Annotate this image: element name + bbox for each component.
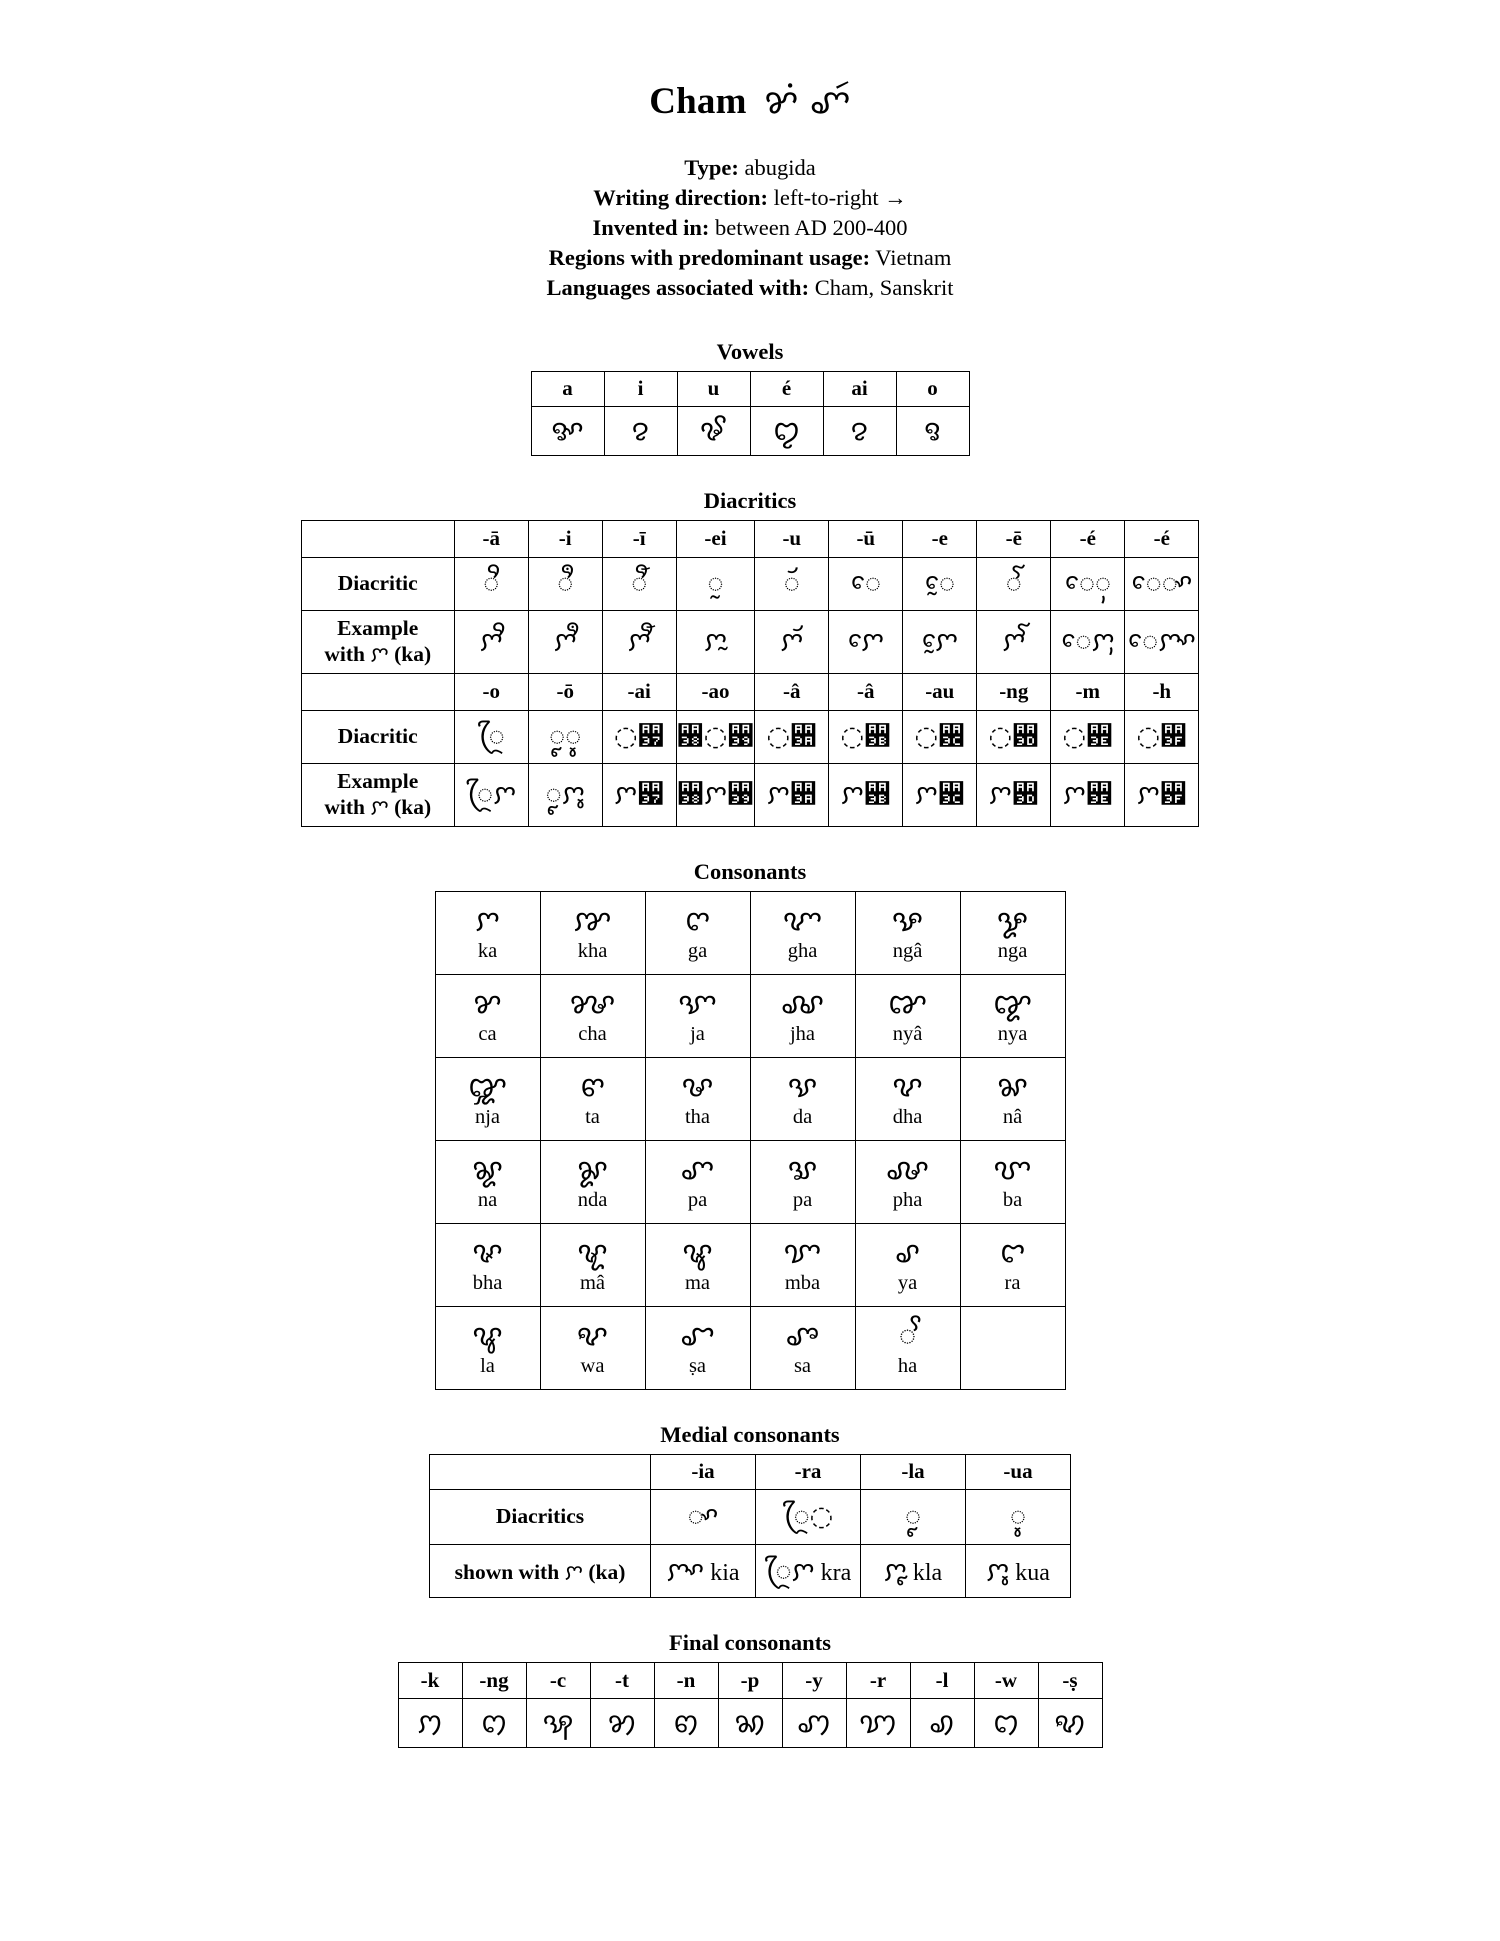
consonant-romanization: ha xyxy=(897,1355,918,1378)
final-glyph-cell: ꩆ xyxy=(718,1698,782,1747)
final-header-row xyxy=(398,1662,1102,1698)
consonant-romanization: ga xyxy=(687,940,708,963)
consonant-cell xyxy=(540,1223,645,1306)
medial-diacritics-row xyxy=(430,1489,1071,1544)
medial-example-glyph: ꨆꨳ xyxy=(666,1556,705,1588)
final-glyph-cell: ꩇ xyxy=(782,1698,846,1747)
page-title-native-script: ꨌꩌ ꨚꩃ xyxy=(764,82,851,122)
consonants-row xyxy=(435,1057,1065,1140)
final-header-cell: -c xyxy=(526,1662,590,1698)
consonant-cell xyxy=(750,1306,855,1389)
vowels-header-cell: é xyxy=(750,371,823,406)
vowel-glyph-cell: ꨂ xyxy=(823,406,896,455)
consonant-glyph: ꨩ xyxy=(898,1317,917,1352)
diacritics-header-row-2 xyxy=(301,673,1199,710)
diacritics-header-cell: -ā xyxy=(454,520,528,557)
metadata-label-regions: Regions with predominant usage: xyxy=(548,244,871,270)
final-header-cell: -ng xyxy=(462,1662,526,1698)
consonant-cell xyxy=(540,891,645,974)
section-diacritics xyxy=(301,488,1200,827)
diacritic-example-cell: ꨆ꨿ xyxy=(1125,763,1199,826)
vowels-header-cell: o xyxy=(896,371,969,406)
consonants-row xyxy=(435,1140,1065,1223)
medial-examples-row xyxy=(430,1544,1071,1597)
diacritic-example-cell: ꨆ꨷ xyxy=(602,763,676,826)
consonant-cell xyxy=(960,1223,1065,1306)
consonant-glyph: ꨉ xyxy=(782,902,823,937)
consonant-cell xyxy=(855,974,960,1057)
final-header-cell: -k xyxy=(398,1662,462,1698)
example-label-line1: Example xyxy=(337,769,419,794)
vowel-glyph-cell: ꨂ xyxy=(604,406,677,455)
diacritics-example-row-label xyxy=(301,610,454,673)
final-consonants-table xyxy=(398,1662,1103,1748)
medial-diacritic-cell: ◌ꨳ xyxy=(651,1489,756,1544)
example-label-ka-name: (ka) xyxy=(394,641,432,666)
diacritic-example-cell: ꨆ꨻ xyxy=(829,763,903,826)
vowels-table xyxy=(531,371,970,456)
diacritics-table xyxy=(301,520,1200,827)
consonant-cell xyxy=(540,974,645,1057)
consonant-romanization: pa xyxy=(687,1189,708,1212)
consonant-cell xyxy=(855,1140,960,1223)
consonant-cell xyxy=(750,974,855,1057)
consonant-romanization: ta xyxy=(585,1106,600,1129)
consonant-romanization: nâ xyxy=(1002,1106,1023,1129)
diacritics-header-cell: -o xyxy=(454,673,528,710)
consonant-cell xyxy=(645,1223,750,1306)
diacritics-header-cell: -ai xyxy=(602,673,676,710)
final-header-cell: -ṣ xyxy=(1038,1662,1102,1698)
consonants-row xyxy=(435,974,1065,1057)
example-label-line2-prefix: with xyxy=(324,794,365,819)
consonant-glyph: ꨞ xyxy=(993,1151,1032,1186)
diacritic-glyph-cell: ◌꨻ xyxy=(829,710,903,763)
section-caption-diacritics: Diacritics xyxy=(703,487,797,513)
shown-with-ka-glyph: ꨆ xyxy=(564,1559,583,1585)
medial-diacritic-cell: ◌ꨵ xyxy=(861,1489,966,1544)
shown-with-ka-name: (ka) xyxy=(588,1559,626,1584)
diacritics-example-row-1 xyxy=(301,610,1199,673)
diacritics-glyph-row-1 xyxy=(301,557,1199,610)
consonant-romanization: dha xyxy=(892,1106,923,1129)
final-header-cell: -r xyxy=(846,1662,910,1698)
diacritic-example-cell: ꨆꨪ xyxy=(454,610,528,673)
consonant-glyph: ꨧ xyxy=(680,1317,715,1352)
diacritic-glyph-cell: ◌ꨭ xyxy=(676,557,755,610)
consonant-glyph: ꨑ xyxy=(992,985,1033,1020)
medial-row-label-diacritics: Diacritics xyxy=(430,1489,651,1544)
consonant-cell xyxy=(750,1223,855,1306)
diacritic-example-cell: ꨴꨆ xyxy=(454,763,528,826)
diacritics-header-cell: -ū xyxy=(829,520,903,557)
medial-diacritic-cell: ꨴ◌ xyxy=(756,1489,861,1544)
vowels-header-cell: a xyxy=(531,371,604,406)
vowel-glyph-cell: ꨃ xyxy=(677,406,750,455)
consonant-romanization: wa xyxy=(580,1355,605,1378)
diacritic-glyph-cell: ◌ꨱ xyxy=(977,557,1051,610)
consonant-glyph: ꨋ xyxy=(996,902,1029,937)
diacritics-header-cell: -ng xyxy=(977,673,1051,710)
vowels-header-cell: u xyxy=(677,371,750,406)
medial-example-romanization: kla xyxy=(912,1560,943,1587)
section-medial-consonants xyxy=(429,1422,1071,1598)
consonant-cell xyxy=(750,1057,855,1140)
diacritic-glyph-cell: ◌꨿ xyxy=(1125,710,1199,763)
consonant-glyph: ꨟ xyxy=(472,1234,503,1269)
consonant-cell xyxy=(645,1140,750,1223)
consonant-cell xyxy=(645,891,750,974)
section-consonants xyxy=(435,859,1066,1390)
section-caption-medial-consonants: Medial consonants xyxy=(660,1421,840,1447)
consonant-cell xyxy=(435,1306,540,1389)
diacritic-example-cell: ꨆꨬ xyxy=(602,610,676,673)
final-glyph-cell: ꩊ xyxy=(974,1698,1038,1747)
diacritics-example-row-label xyxy=(301,763,454,826)
consonant-romanization: kha xyxy=(577,940,608,963)
consonant-cell xyxy=(435,1140,540,1223)
final-glyph-cell: ꩂ xyxy=(526,1698,590,1747)
consonant-romanization: jha xyxy=(789,1023,816,1046)
final-glyph-cell: ꩄ xyxy=(590,1698,654,1747)
page-title xyxy=(649,82,851,123)
diacritic-glyph-cell: ◌ꨪ xyxy=(454,557,528,610)
medial-header-cell: -ra xyxy=(756,1454,861,1489)
medial-header-cell: -ia xyxy=(651,1454,756,1489)
final-glyph-cell: ꩈ xyxy=(846,1698,910,1747)
diacritics-header-cell: -u xyxy=(755,520,829,557)
consonant-glyph: ꨖ xyxy=(892,1068,923,1103)
consonant-glyph: ꨐ xyxy=(887,985,928,1020)
consonant-glyph: ꨥ xyxy=(472,1317,503,1352)
diacritic-glyph-cell: ꨸◌꨹ xyxy=(676,710,755,763)
consonant-glyph: ꨌ xyxy=(473,985,502,1020)
diacritic-glyph-cell: ◌ꨮ xyxy=(755,557,829,610)
consonant-romanization: la xyxy=(480,1355,495,1378)
consonant-glyph: ꨡ xyxy=(682,1234,713,1269)
consonant-glyph: ꨦ xyxy=(576,1317,609,1352)
diacritics-header-cell: -i xyxy=(528,520,602,557)
consonant-glyph: ꨜ xyxy=(885,1151,929,1186)
metadata-row-type xyxy=(547,153,954,183)
metadata-row-writing-direction xyxy=(547,183,954,213)
consonant-romanization: ra xyxy=(1004,1272,1021,1295)
consonant-glyph: ꨏ xyxy=(780,985,825,1020)
diacritics-header-cell: -â xyxy=(755,673,829,710)
diacritics-example-row-2 xyxy=(301,763,1199,826)
medial-example-cell xyxy=(756,1544,861,1597)
diacritics-header-cell: -m xyxy=(1051,673,1125,710)
diacritic-glyph-cell: ◌ꨯ xyxy=(829,557,903,610)
final-glyph-cell: ꩁ xyxy=(462,1698,526,1747)
metadata-value-type: abugida xyxy=(744,154,816,180)
vowel-glyph-cell: ꨀ xyxy=(531,406,604,455)
consonants-row xyxy=(435,1223,1065,1306)
consonant-glyph: ꨔ xyxy=(681,1068,714,1103)
diacritic-glyph-cell: ◌꨺ xyxy=(755,710,829,763)
diacritics-header-cell: -ao xyxy=(676,673,755,710)
consonant-glyph: ꨗ xyxy=(997,1068,1028,1103)
consonant-romanization: pa xyxy=(792,1189,813,1212)
consonant-cell xyxy=(540,1140,645,1223)
section-final-consonants xyxy=(398,1630,1103,1748)
diacritic-example-cell: ꨯꨆꨳ xyxy=(1125,610,1199,673)
consonant-romanization: mâ xyxy=(579,1272,606,1295)
diacritics-header-cell: -h xyxy=(1125,673,1199,710)
page-title-latin: Cham xyxy=(649,81,747,122)
medial-example-romanization: kra xyxy=(820,1560,852,1587)
consonant-cell-empty xyxy=(960,1306,1065,1389)
diacritic-example-cell: ꨆꨱ xyxy=(977,610,1051,673)
vowel-glyph-cell: ꨅ xyxy=(896,406,969,455)
example-label-ka-glyph: ꨆ xyxy=(370,794,389,820)
diacritics-row-label: Diacritic xyxy=(301,557,454,610)
diacritic-example-cell: ꨆꨰ xyxy=(903,610,977,673)
medial-header-row xyxy=(430,1454,1071,1489)
metadata-row-invented-in xyxy=(547,213,954,243)
consonant-glyph: ꨘ xyxy=(472,1151,503,1186)
consonant-glyph: ꨠ xyxy=(577,1234,608,1269)
medial-consonants-table xyxy=(429,1454,1071,1598)
final-header-cell: -l xyxy=(910,1662,974,1698)
section-caption-vowels: Vowels xyxy=(716,338,784,364)
diacritic-example-cell: ꨆ꨽ xyxy=(977,763,1051,826)
consonant-cell xyxy=(960,974,1065,1057)
diacritic-glyph-cell: ꨴ xyxy=(454,710,528,763)
shown-with-prefix: shown with xyxy=(454,1559,560,1584)
consonant-glyph: ꨢ xyxy=(783,1234,822,1269)
medial-row-label-shown-with xyxy=(430,1544,651,1597)
medial-example-glyph: ꨴꨆ xyxy=(764,1556,815,1588)
diacritics-header-cell: -ī xyxy=(602,520,676,557)
consonant-cell xyxy=(855,891,960,974)
metadata-label-languages: Languages associated with: xyxy=(546,274,810,300)
diacritic-glyph-cell: ꨵ◌ꨶ xyxy=(528,710,602,763)
consonant-romanization: ṣa xyxy=(688,1355,707,1378)
consonants-row xyxy=(435,1306,1065,1389)
medial-example-cell xyxy=(651,1544,756,1597)
diacritic-example-cell: ꨯꨆꨲ xyxy=(1051,610,1125,673)
consonant-romanization: da xyxy=(792,1106,813,1129)
diacritic-example-cell: ꨆꨫ xyxy=(528,610,602,673)
medial-header-cell: -la xyxy=(861,1454,966,1489)
consonant-glyph: ꨎ xyxy=(678,985,717,1020)
diacritic-example-cell: ꨆ꨺ xyxy=(755,763,829,826)
metadata-value-invented-in: between AD 200-400 xyxy=(715,214,908,240)
final-glyph-cell: ꩋ xyxy=(1038,1698,1102,1747)
diacritic-glyph-cell: ◌꨾ xyxy=(1051,710,1125,763)
diacritics-header-cell: -ē xyxy=(977,520,1051,557)
diacritic-example-cell: ꨵꨆꨶ xyxy=(528,763,602,826)
medial-example-romanization: kua xyxy=(1015,1560,1050,1587)
final-header-cell: -y xyxy=(782,1662,846,1698)
diacritic-example-cell: ꨸ꨆ꨹ xyxy=(676,763,755,826)
diacritics-header-cell: -é xyxy=(1051,520,1125,557)
consonant-romanization: cha xyxy=(578,1023,607,1046)
diacritics-corner-cell-2 xyxy=(301,673,454,710)
consonant-romanization: mba xyxy=(784,1272,821,1295)
diacritic-glyph-cell: ◌꨼ xyxy=(903,710,977,763)
medial-example-cell xyxy=(966,1544,1071,1597)
metadata-value-writing-direction: left-to-right → xyxy=(773,184,907,210)
medial-example-glyph: ꨆꨶ xyxy=(986,1556,1010,1588)
consonant-glyph: ꨚ xyxy=(680,1151,715,1186)
consonant-romanization: nyâ xyxy=(892,1023,923,1046)
consonant-cell xyxy=(435,1223,540,1306)
diacritics-glyph-row-2 xyxy=(301,710,1199,763)
consonant-cell xyxy=(540,1306,645,1389)
consonant-glyph: ꨊ xyxy=(891,902,924,937)
diacritic-glyph-cell: ꨯ◌ꨳ xyxy=(1125,557,1199,610)
vowels-header-cell: ai xyxy=(823,371,896,406)
consonant-cell xyxy=(435,1057,540,1140)
medial-header-cell: -ua xyxy=(966,1454,1071,1489)
consonant-romanization: bha xyxy=(472,1272,503,1295)
consonant-romanization: gha xyxy=(787,940,818,963)
example-label-ka-name: (ka) xyxy=(394,794,432,819)
section-caption-consonants: Consonants xyxy=(693,858,807,884)
consonant-romanization: ngâ xyxy=(892,940,923,963)
diacritic-example-cell: ꨆꨮ xyxy=(755,610,829,673)
consonant-cell xyxy=(960,1140,1065,1223)
consonant-romanization: ma xyxy=(684,1272,711,1295)
section-caption-final-consonants: Final consonants xyxy=(669,1629,831,1655)
consonant-glyph: ꨙ xyxy=(577,1151,608,1186)
diacritics-header-cell: -ō xyxy=(528,673,602,710)
metadata-label-type: Type: xyxy=(684,154,739,180)
medial-example-cell xyxy=(861,1544,966,1597)
final-glyph-cell: ꩉ xyxy=(910,1698,974,1747)
consonant-cell xyxy=(540,1057,645,1140)
consonant-romanization: pha xyxy=(892,1189,923,1212)
consonant-glyph: ꨕ xyxy=(787,1068,818,1103)
medial-diacritic-cell: ◌ꨶ xyxy=(966,1489,1071,1544)
diacritic-glyph-cell: ꨯ◌ꨲ xyxy=(1051,557,1125,610)
diacritic-glyph-cell: ◌ꨬ xyxy=(602,557,676,610)
medial-example-glyph: ꨆꨵ xyxy=(883,1556,907,1588)
consonant-cell xyxy=(645,974,750,1057)
consonant-romanization: ka xyxy=(477,940,498,963)
consonant-romanization: na xyxy=(477,1189,498,1212)
consonant-romanization: nga xyxy=(997,940,1028,963)
diacritics-header-cell: -é xyxy=(1125,520,1199,557)
consonant-cell xyxy=(855,1223,960,1306)
consonant-cell xyxy=(855,1057,960,1140)
diacritic-example-cell: ꨆ꨼ xyxy=(903,763,977,826)
consonant-glyph: ꨇ xyxy=(573,902,612,937)
consonant-glyph: ꨨ xyxy=(785,1317,820,1352)
consonant-cell xyxy=(855,1306,960,1389)
diacritics-header-cell: -e xyxy=(903,520,977,557)
consonant-romanization: nya xyxy=(997,1023,1028,1046)
final-glyph-cell: ꩅ xyxy=(654,1698,718,1747)
diacritics-corner-cell-1 xyxy=(301,520,454,557)
consonant-cell xyxy=(750,891,855,974)
final-header-cell: -t xyxy=(590,1662,654,1698)
diacritics-row-label: Diacritic xyxy=(301,710,454,763)
final-glyph-row xyxy=(398,1698,1102,1747)
consonant-romanization: sa xyxy=(793,1355,812,1378)
consonants-row xyxy=(435,891,1065,974)
consonant-cell xyxy=(435,974,540,1057)
diacritics-header-cell: -ei xyxy=(676,520,755,557)
consonant-glyph: ꨆ xyxy=(475,902,500,937)
consonant-cell xyxy=(435,891,540,974)
final-header-cell: -w xyxy=(974,1662,1038,1698)
diacritic-example-cell: ꨆ꨾ xyxy=(1051,763,1125,826)
consonant-romanization: nda xyxy=(577,1189,608,1212)
vowels-glyph-row xyxy=(531,406,969,455)
metadata-value-languages: Cham, Sanskrit xyxy=(814,274,954,300)
diacritic-glyph-cell: ◌ꨫ xyxy=(528,557,602,610)
metadata-label-writing-direction: Writing direction: xyxy=(593,184,769,210)
section-vowels xyxy=(531,339,970,456)
diacritics-header-cell: -au xyxy=(903,673,977,710)
consonant-glyph: ꨤ xyxy=(999,1234,1026,1269)
diacritic-example-cell: ꨆꨯ xyxy=(829,610,903,673)
consonant-romanization: tha xyxy=(684,1106,711,1129)
final-header-cell: -n xyxy=(654,1662,718,1698)
vowels-header-row xyxy=(531,371,969,406)
consonant-glyph: ꨣ xyxy=(894,1234,921,1269)
vowel-glyph-cell: ꨄ xyxy=(750,406,823,455)
metadata-row-regions xyxy=(547,243,954,273)
example-label-line1: Example xyxy=(337,616,419,641)
consonant-romanization: ca xyxy=(478,1023,497,1046)
consonant-romanization: nja xyxy=(474,1106,501,1129)
consonant-glyph: ꨍ xyxy=(569,985,616,1020)
example-label-ka-glyph: ꨆ xyxy=(370,641,389,667)
consonant-cell xyxy=(960,1057,1065,1140)
diacritic-glyph-cell: ◌ꨰ xyxy=(903,557,977,610)
consonant-glyph: ꨛ xyxy=(787,1151,818,1186)
diacritic-example-cell: ꨆꨭ xyxy=(676,610,755,673)
script-metadata xyxy=(547,153,954,303)
consonant-cell xyxy=(960,891,1065,974)
metadata-row-languages xyxy=(547,273,954,303)
vowels-header-cell: i xyxy=(604,371,677,406)
example-label-line2-prefix: with xyxy=(324,641,365,666)
medial-corner-cell xyxy=(430,1454,651,1489)
metadata-label-invented-in: Invented in: xyxy=(592,214,710,240)
consonant-cell xyxy=(750,1140,855,1223)
consonant-cell xyxy=(645,1057,750,1140)
consonant-glyph: ꨈ xyxy=(684,902,711,937)
consonant-glyph: ꨓ xyxy=(579,1068,606,1103)
diacritics-header-cell: -â xyxy=(829,673,903,710)
final-header-cell: -p xyxy=(718,1662,782,1698)
diacritics-header-row-1 xyxy=(301,520,1199,557)
final-glyph-cell: ꩀ xyxy=(398,1698,462,1747)
medial-example-romanization: kia xyxy=(710,1560,740,1587)
consonant-cell xyxy=(645,1306,750,1389)
consonant-romanization: ba xyxy=(1002,1189,1023,1212)
consonant-glyph: ꨒ xyxy=(467,1068,508,1103)
metadata-value-regions: Vietnam xyxy=(875,244,952,270)
consonant-romanization: ya xyxy=(897,1272,918,1295)
consonants-table xyxy=(435,891,1066,1390)
diacritic-glyph-cell: ◌꨷ xyxy=(602,710,676,763)
consonant-romanization: ja xyxy=(690,1023,705,1046)
diacritic-glyph-cell: ◌꨽ xyxy=(977,710,1051,763)
